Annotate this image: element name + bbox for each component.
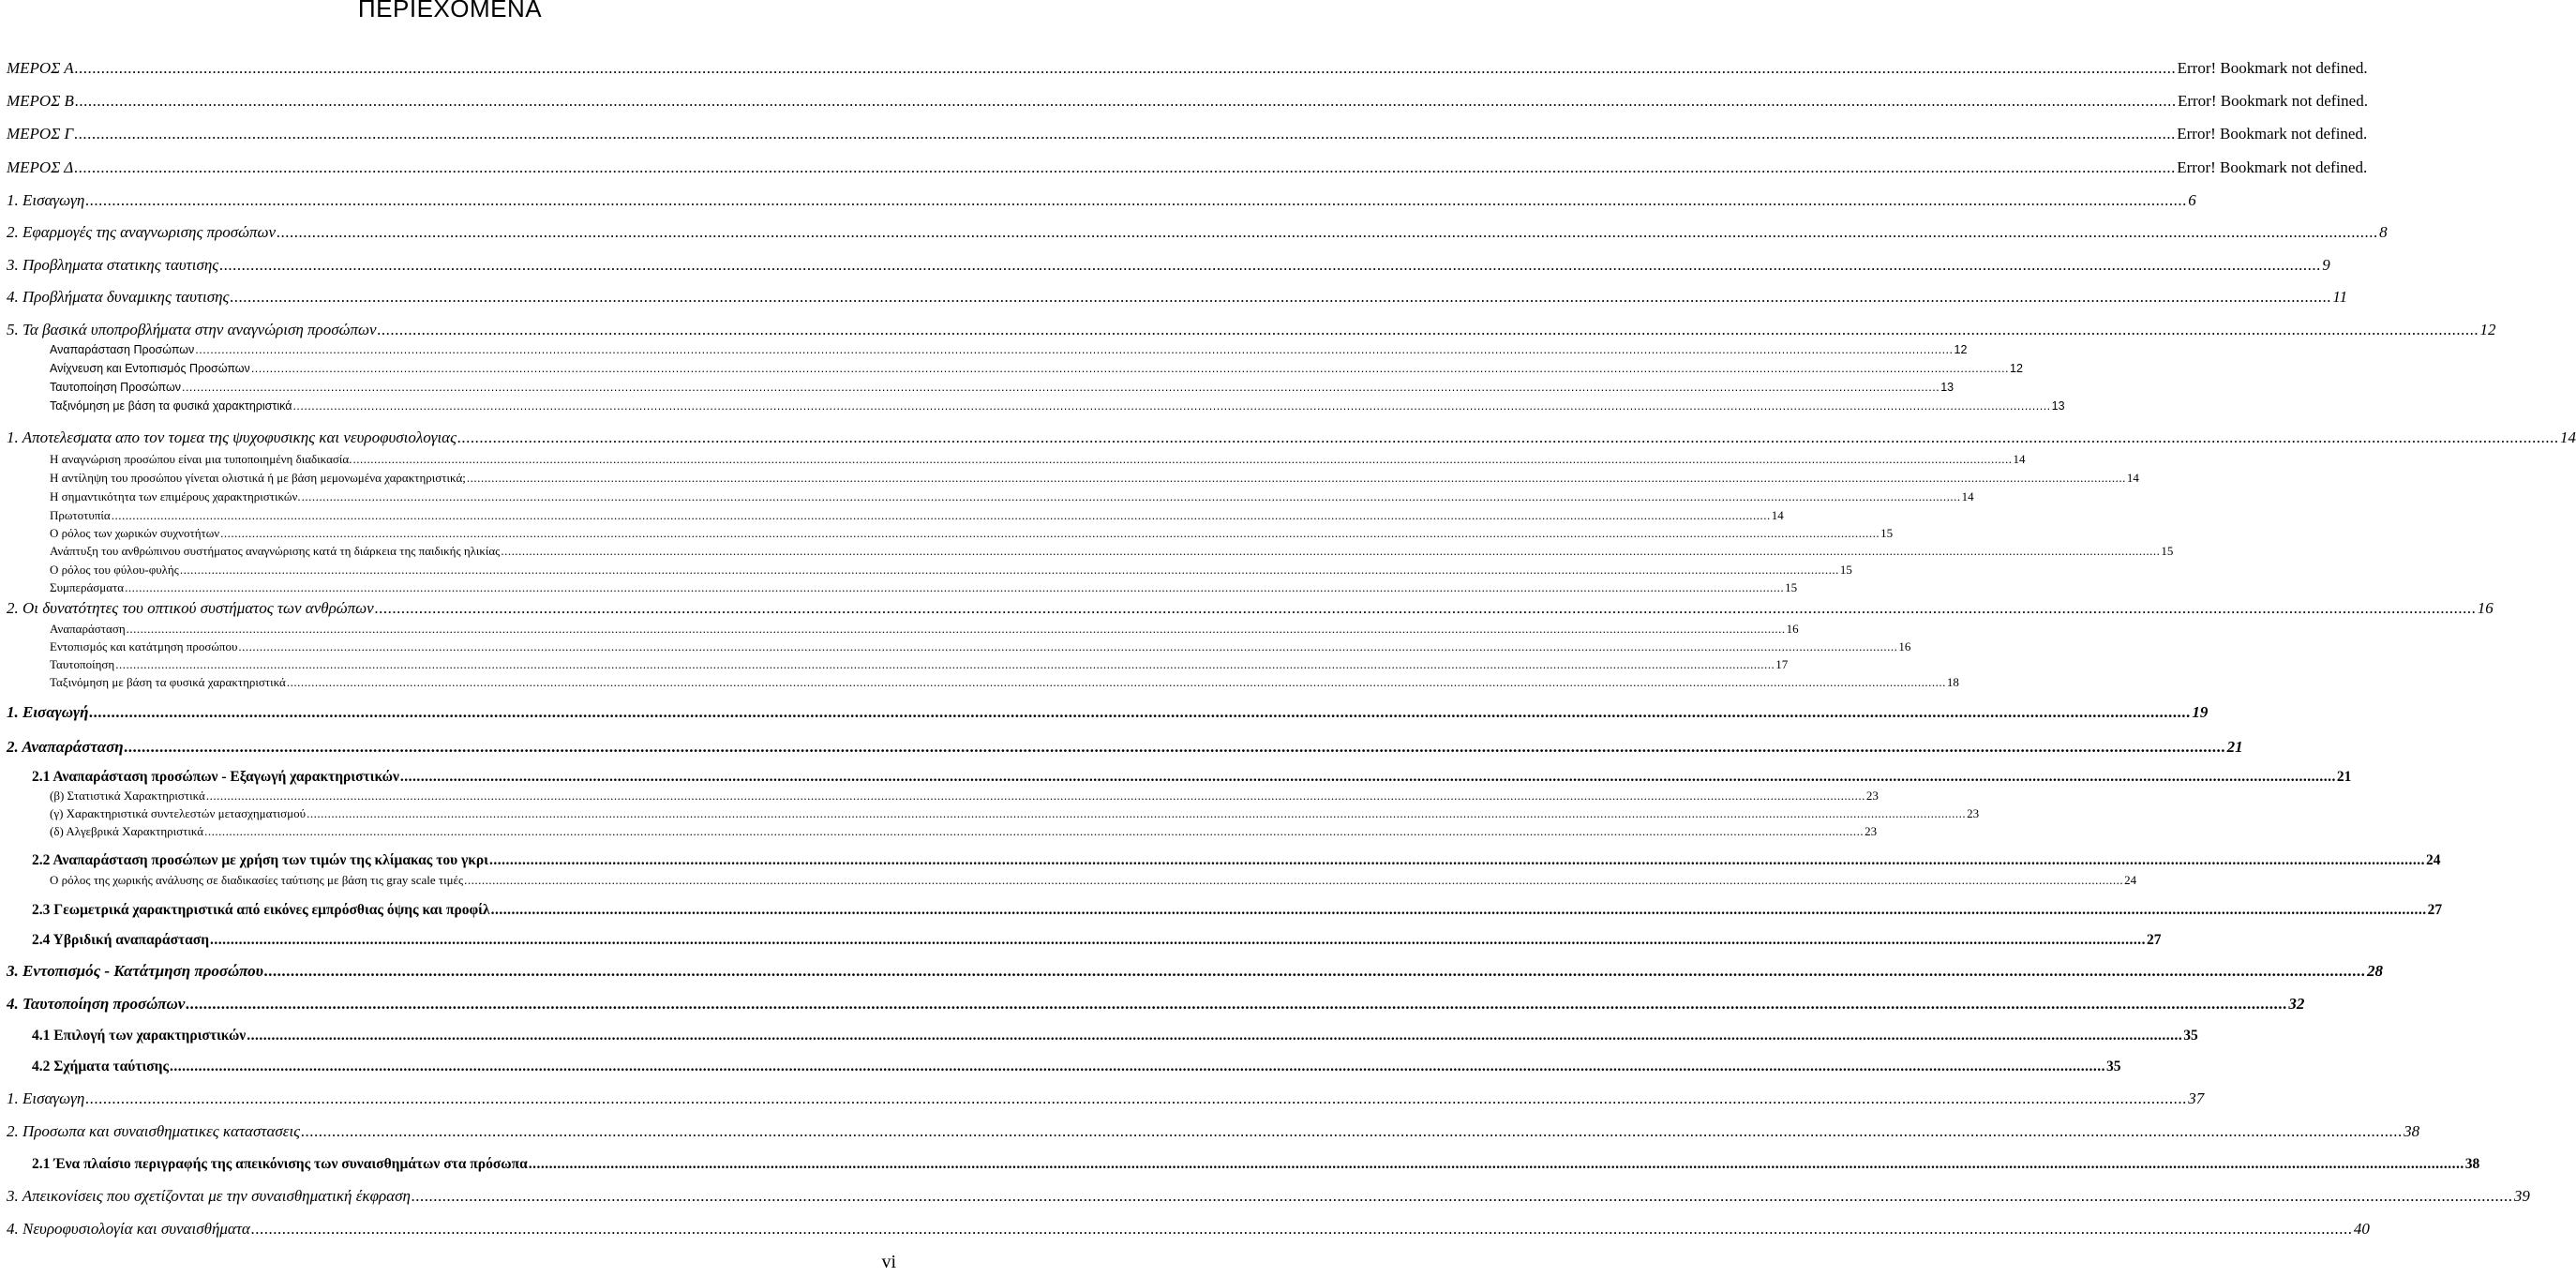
toc-entry-label: 5. Τα βασικά υποπροβλήματα στην αναγνώριση προσώπων xyxy=(7,321,377,338)
toc-entry-page: 35 xyxy=(2183,1028,2198,1044)
dot-leader xyxy=(251,1220,2353,1239)
toc-entry-page: 14 xyxy=(1771,508,1784,522)
toc-entry[interactable] xyxy=(50,824,1878,839)
toc-entry-label: Η σημαντικότητα των επιμέρους χαρακτηριστικών. xyxy=(50,489,301,503)
toc-entry-page: 12 xyxy=(2010,362,2023,375)
dot-leader xyxy=(307,806,1966,821)
toc-entry-page: 23 xyxy=(1865,824,1878,838)
toc-entry-label: ΜΕΡΟΣ Β xyxy=(7,92,74,110)
toc-entry[interactable] xyxy=(32,1156,2480,1173)
dot-leader xyxy=(400,769,2336,786)
dot-leader xyxy=(264,962,2366,981)
toc-entry-label: Ταξινόμηση με βάση τα φυσικά χαρακτηριστικά xyxy=(50,399,292,413)
toc-entry-page: 16 xyxy=(1898,639,1911,654)
toc-entry-label: 3. Προβληματα στατικης ταυτισης xyxy=(7,256,219,274)
toc-entry-page: 12 xyxy=(1954,343,1968,356)
toc-entry-label: 3. Εντοπισμός - Κατάτμηση προσώπου xyxy=(7,962,263,980)
toc-entry-page: 24 xyxy=(2425,852,2441,868)
toc-entry-page: 9 xyxy=(2322,256,2330,274)
toc-entry[interactable] xyxy=(7,191,2196,210)
toc-entry-label: Εντοπισμός και κατάτμηση προσώπου xyxy=(50,639,238,654)
toc-entry[interactable] xyxy=(7,962,2383,981)
toc-entry-label: 2. Αναπαράσταση xyxy=(7,738,124,756)
toc-entry[interactable] xyxy=(7,1220,2370,1239)
dot-leader xyxy=(206,789,1865,804)
page-number: vi xyxy=(881,1252,896,1272)
toc-entry-label: 4. Ταυτοποίηση προσώπων xyxy=(7,995,186,1013)
toc-entry-label: 2. Εφαρμογές της αναγνωρισης προσώπων xyxy=(7,223,277,241)
toc-entry[interactable] xyxy=(32,902,2443,919)
toc-entry[interactable] xyxy=(32,932,2162,949)
dot-leader xyxy=(85,191,2187,210)
toc-entry-page: 14 xyxy=(1961,489,1974,503)
dot-leader xyxy=(251,362,2009,375)
toc-entry-label: 2.1 Αναπαράσταση προσώπων - Εξαγωγή χαρακτηριστικών xyxy=(32,769,399,785)
toc-entry[interactable] xyxy=(7,995,2305,1014)
toc-entry[interactable] xyxy=(7,158,2368,177)
toc-entry[interactable] xyxy=(50,544,2174,559)
dot-leader xyxy=(85,1089,2187,1108)
toc-entry[interactable] xyxy=(50,657,1789,672)
toc-entry-label: ΜΕΡΟΣ Δ xyxy=(7,158,74,176)
toc-entry[interactable] xyxy=(7,59,2368,78)
toc-entry-page: Error! Bookmark not defined. xyxy=(2177,125,2368,143)
dot-leader xyxy=(115,657,1775,672)
dot-leader xyxy=(302,489,1961,504)
dot-leader xyxy=(75,59,2177,78)
toc-entry-label: 2. Προσωπα και συναισθηματικες καταστασεις xyxy=(7,1122,301,1140)
toc-entry-label: 1. Εισαγωγη xyxy=(7,191,85,209)
dot-leader xyxy=(412,1187,2513,1206)
toc-entry-label: Πρωτοτυπία xyxy=(50,508,111,522)
toc-entry-label: Ταξινόμηση με βάση τα φυσικά χαρακτηριστικά xyxy=(50,675,286,689)
toc-entry-page: Error! Bookmark not defined. xyxy=(2177,158,2368,176)
toc-entry-label: (δ) Αλγεβρικά Χαρακτηριστικά xyxy=(50,824,204,838)
toc-entry-label: Ο ρόλος των χωρικών συχνοτήτων xyxy=(50,526,220,540)
toc-entry-page: Error! Bookmark not defined. xyxy=(2177,92,2368,110)
toc-entry-page: Error! Bookmark not defined. xyxy=(2177,59,2368,77)
toc-entry-label: 2.4 Υβριδική αναπαράσταση xyxy=(32,932,210,948)
toc-entry-label: 3. Απεικονίσεις που σχετίζονται με την συναισθηματική έκφραση xyxy=(7,1187,411,1205)
dot-leader xyxy=(170,1059,2105,1075)
toc-entry-page: 16 xyxy=(2477,599,2494,617)
toc-entry[interactable] xyxy=(50,563,1852,578)
toc-entry-page: 8 xyxy=(2379,223,2388,241)
dot-leader xyxy=(301,1122,2403,1141)
toc-entry-label: Αναπαράσταση xyxy=(50,622,126,636)
toc-entry-label: 2.3 Γεωμετρικά χαρακτηριστικά από εικόνες εμπρόσθιας όψης και προφίλ xyxy=(32,902,490,918)
toc-entry[interactable] xyxy=(50,471,2139,486)
dot-leader xyxy=(204,824,1864,839)
toc-entry-page: 15 xyxy=(1785,580,1798,594)
toc-entry[interactable] xyxy=(50,452,2026,467)
toc-entry-page: 19 xyxy=(2192,703,2209,721)
toc-entry[interactable] xyxy=(7,1187,2530,1206)
toc-entry[interactable] xyxy=(50,489,1974,504)
dot-leader xyxy=(378,321,2479,339)
toc-entry[interactable] xyxy=(50,622,1799,637)
toc-entry-page: 12 xyxy=(2479,321,2496,338)
toc-entry[interactable] xyxy=(50,508,1784,523)
toc-entry-label: Ταυτοποίηση xyxy=(50,657,115,671)
page-title: ΠΕΡΙΕΧΟΜΕΝΑ xyxy=(357,0,543,23)
toc-entry-label: 2.2 Αναπαράσταση προσώπων με χρήση των τιμών της κλίμακας του γκρι xyxy=(32,852,488,868)
dot-leader xyxy=(247,1028,2182,1044)
toc-entry[interactable] xyxy=(50,526,1894,541)
dot-leader xyxy=(180,563,1839,578)
dot-leader xyxy=(467,471,2126,486)
dot-leader xyxy=(74,158,2176,177)
toc-entry[interactable] xyxy=(7,1089,2205,1108)
dot-leader xyxy=(352,452,2012,467)
dot-leader xyxy=(491,902,2427,919)
dot-leader xyxy=(457,428,2559,447)
toc-entry-label: Αναπαράσταση Προσώπων xyxy=(50,343,195,356)
toc-entry-label: Ταυτοποίηση Προσώπων xyxy=(50,381,181,394)
toc-entry[interactable] xyxy=(7,288,2348,307)
dot-leader xyxy=(230,288,2331,307)
toc-entry-label: Ο ρόλος της χωρικής ανάλυσης σε διαδικασίες ταύτισης με βάση τις gray scale τιμές xyxy=(50,873,464,887)
toc-entry-label: ΜΕΡΟΣ Γ xyxy=(7,125,74,143)
toc-entry-page: 11 xyxy=(2332,288,2348,306)
toc-entry[interactable] xyxy=(50,580,1798,595)
toc-entry[interactable] xyxy=(50,362,2023,375)
toc-entry-page: 15 xyxy=(2161,544,2174,558)
toc-entry-label: Η αντίληψη του προσώπου γίνεται ολιστικά ή με βάση μεμονωμένα χαρακτηριστικά; xyxy=(50,471,466,485)
toc-entry[interactable] xyxy=(32,1059,2121,1075)
toc-entry-page: 15 xyxy=(1880,526,1894,540)
dot-leader xyxy=(464,873,2123,888)
toc-entry-page: 18 xyxy=(1946,675,1959,689)
toc-entry-page: 24 xyxy=(2124,873,2137,887)
toc-entry[interactable] xyxy=(50,675,1959,690)
toc-entry-page: 14 xyxy=(2126,471,2139,485)
toc-entry[interactable] xyxy=(7,125,2368,143)
dot-leader xyxy=(375,599,2477,618)
dot-leader xyxy=(127,622,1786,637)
toc-entry-page: 37 xyxy=(2188,1089,2205,1107)
toc-entry-label: 4. Προβλήματα δυναμικης ταυτισης xyxy=(7,288,230,306)
toc-entry-label: 4.1 Επιλογή των χαρακτηριστικών xyxy=(32,1028,247,1044)
toc-entry[interactable] xyxy=(7,703,2209,722)
toc-entry-page: 6 xyxy=(2188,191,2196,209)
dot-leader xyxy=(238,639,1897,654)
toc-entry-page: 21 xyxy=(2336,769,2352,785)
toc-entry-label: Συμπεράσματα xyxy=(50,580,125,594)
dot-leader xyxy=(220,526,1880,541)
dot-leader xyxy=(112,508,1771,523)
toc-entry-label: 2. Οι δυνατότητες του οπτικού συστήματος των ανθρώπων xyxy=(7,599,374,617)
dot-leader xyxy=(195,343,1953,356)
toc-entry-page: 14 xyxy=(2559,428,2576,446)
toc-entry-page: 27 xyxy=(2427,902,2443,918)
dot-leader xyxy=(186,995,2287,1014)
toc-entry-page: 38 xyxy=(2464,1156,2480,1172)
dot-leader xyxy=(219,256,2321,275)
toc-entry[interactable] xyxy=(7,92,2368,111)
toc-entry-page: 13 xyxy=(2051,399,2065,413)
toc-entry[interactable] xyxy=(50,639,1911,654)
toc-entry-label: (β) Στατιστικά Χαρακτηριστικά xyxy=(50,789,205,803)
dot-leader xyxy=(125,738,2226,757)
toc-entry[interactable] xyxy=(32,852,2441,869)
toc-entry[interactable] xyxy=(50,873,2137,888)
toc-entry-label: 4.2 Σχήματα ταύτισης xyxy=(32,1059,170,1074)
toc-entry-page: 27 xyxy=(2147,932,2162,948)
toc-entry[interactable] xyxy=(50,343,1968,356)
toc-entry-page: 38 xyxy=(2404,1122,2420,1140)
toc-entry-page: 15 xyxy=(1839,563,1852,577)
dot-leader xyxy=(287,675,1946,690)
toc-entry-label: 1. Αποτελεσματα απο τον τομεα της ψυχοφυσικης και νευροφυσιολογιας xyxy=(7,428,457,446)
toc-entry-page: 13 xyxy=(1940,381,1954,394)
dot-leader xyxy=(210,932,2146,949)
toc-entry[interactable] xyxy=(50,806,1980,821)
toc-entry-label: 2.1 Ένα πλαίσιο περιγραφής της απεικόνισης των συναισθημάτων στα πρόσωπα xyxy=(32,1156,528,1172)
toc-entry-page: 23 xyxy=(1967,806,1980,820)
toc-entry[interactable] xyxy=(50,789,1879,804)
dot-leader xyxy=(489,852,2425,869)
dot-leader xyxy=(182,381,1939,394)
toc-entry[interactable] xyxy=(32,1028,2198,1044)
toc-entry[interactable] xyxy=(7,738,2243,757)
toc-entry-page: 14 xyxy=(2013,452,2026,466)
toc-entry-page: 17 xyxy=(1775,657,1789,671)
toc-entry[interactable] xyxy=(7,599,2494,618)
toc-entry-page: 35 xyxy=(2106,1059,2121,1074)
toc-entry-label: 4. Νευροφυσιολογία και συναισθήματα xyxy=(7,1220,250,1238)
dot-leader xyxy=(89,703,2191,722)
dot-leader xyxy=(277,223,2378,242)
toc-entry[interactable] xyxy=(7,256,2330,275)
toc-entry-page: 16 xyxy=(1786,622,1799,636)
toc-entry[interactable] xyxy=(7,1122,2420,1141)
dot-leader xyxy=(292,399,2050,413)
toc-entry-page: 21 xyxy=(2226,738,2243,756)
toc-entry-label: ΜΕΡΟΣ Α xyxy=(7,59,74,77)
toc-entry[interactable] xyxy=(7,223,2388,242)
toc-entry-page: 32 xyxy=(2288,995,2305,1013)
toc-entry-page: 23 xyxy=(1865,789,1879,803)
toc-entry-label: Ο ρόλος του φύλου-φυλής xyxy=(50,563,179,577)
toc-entry-label: Ανίχνευση και Εντοπισμός Προσώπων xyxy=(50,362,250,375)
toc-entry-page: 40 xyxy=(2353,1220,2370,1238)
toc-entry-label: (γ) Χαρακτηριστικά συντελεστών μετασχηματισμού xyxy=(50,806,307,820)
toc-entry-label: 1. Εισαγωγη xyxy=(7,1089,85,1107)
toc-entry-label: 1. Εισαγωγή xyxy=(7,703,89,721)
toc-entry[interactable] xyxy=(7,321,2496,339)
toc-entry[interactable] xyxy=(50,381,1954,394)
dot-leader xyxy=(529,1156,2464,1173)
dot-leader xyxy=(74,125,2176,143)
toc-entry-label: Η αναγνώριση προσώπου είναι μια τυποποιημένη διαδικασία. xyxy=(50,452,352,466)
dot-leader xyxy=(125,580,1784,595)
toc-entry-page: 28 xyxy=(2366,962,2383,980)
dot-leader xyxy=(501,544,2160,559)
toc-entry[interactable] xyxy=(32,769,2352,786)
toc-entry-page: 39 xyxy=(2513,1187,2530,1205)
toc-entry[interactable] xyxy=(50,399,2065,413)
toc-entry-label: Ανάπτυξη του ανθρώπινου συστήματος αναγνώρισης κατά τη διάρκεια της παιδικής ηλικίας xyxy=(50,544,501,558)
toc-entry[interactable] xyxy=(7,428,2576,447)
dot-leader xyxy=(75,92,2177,111)
